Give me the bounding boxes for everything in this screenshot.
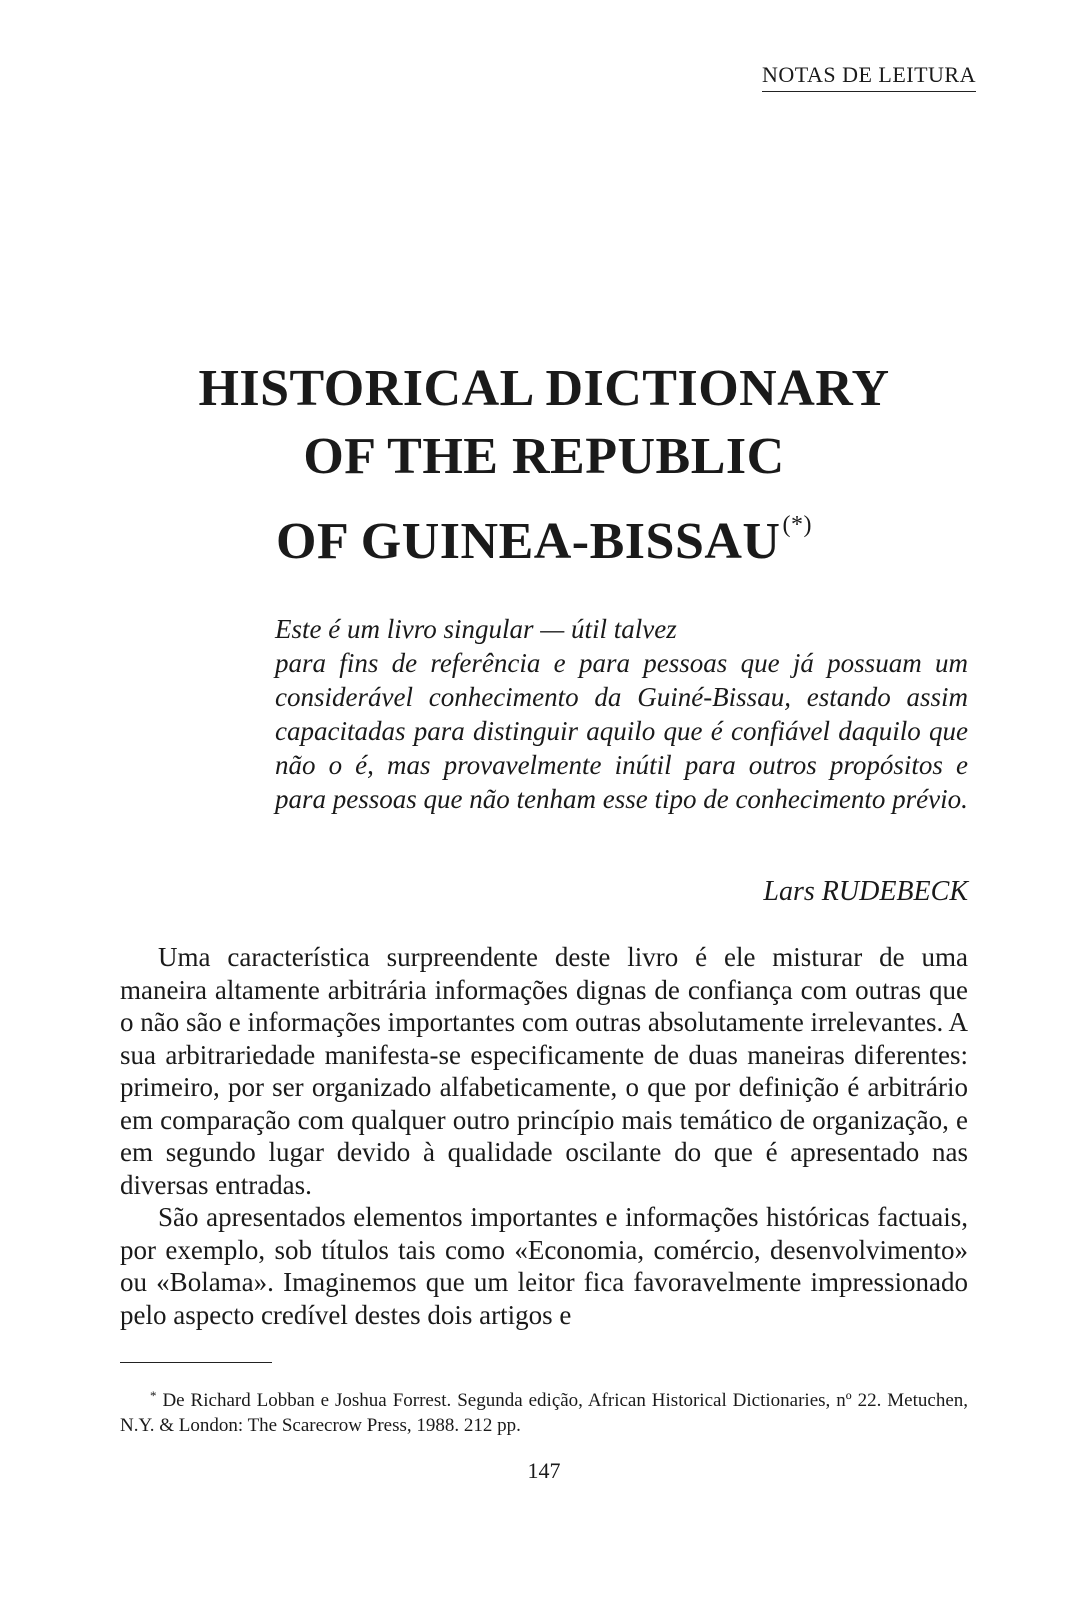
body-paragraph-1: Uma característica surpreendente deste livro é ele misturar de uma maneira altamente arbitrária informações dignas de confiança com outras que o não são e informações importantes com outras absolutamente irrelevantes. A sua arbitrariedade manifesta-se especificamente de duas maneiras diferentes: primeiro, por ser organizado alfabeticamente, o que por definição é arbitrário em comparação com qualquer outro princípio mais temático de organização, e em segundo lugar devido à qualidade oscilante do que é apresentado nas diversas entradas.	[120, 942, 968, 1200]
epigraph-author: Lars RUDEBECK	[763, 876, 968, 907]
body-text	[120, 941, 968, 1331]
running-header: NOTAS DE LEITURA	[762, 62, 976, 92]
page-number: 147	[527, 1458, 561, 1483]
title-footnote-marker: (*)	[782, 512, 812, 538]
epigraph-rest: para fins de referência e para pessoas que já possuam um considerável conhecimento da Guiné-Bissau, estando assim capacitadas para distinguir aquilo que é confiável daquilo que não o é, mas provavelmente inútil para outros propósitos e para pessoas que não tenham esse tipo de conhecimento prévio.	[275, 648, 968, 814]
title-line-2: OF THE REPUBLIC	[303, 428, 785, 485]
title-line-3-text: OF GUINEA-BISSAU	[276, 513, 781, 570]
epigraph-first-line: Este é um livro singular — útil talvez	[275, 614, 677, 644]
body-paragraph-2: São apresentados elementos importantes e informações históricas factuais, por exemplo, sob títulos tais como «Economia, comércio, desenvolvimento» ou «Bolama». Imaginemos que um leitor fica favoravelmente impressionado pelo aspecto credível destes dois artigos e	[120, 1202, 968, 1330]
title-line-1: HISTORICAL DICTIONARY	[198, 360, 890, 417]
footnote-marker: *	[150, 1388, 157, 1403]
epigraph-quote	[275, 612, 968, 816]
footnote-text: De Richard Lobban e Joshua Forrest. Segunda edição, African Historical Dictionaries, nº 22. Metuchen, N.Y. & London: The Scarecrow Press, 1988. 212 pp.	[120, 1390, 968, 1436]
footnote	[120, 1383, 968, 1438]
title-line-3	[0, 491, 1088, 576]
footnote-separator	[120, 1362, 272, 1363]
article-title	[0, 355, 1088, 576]
